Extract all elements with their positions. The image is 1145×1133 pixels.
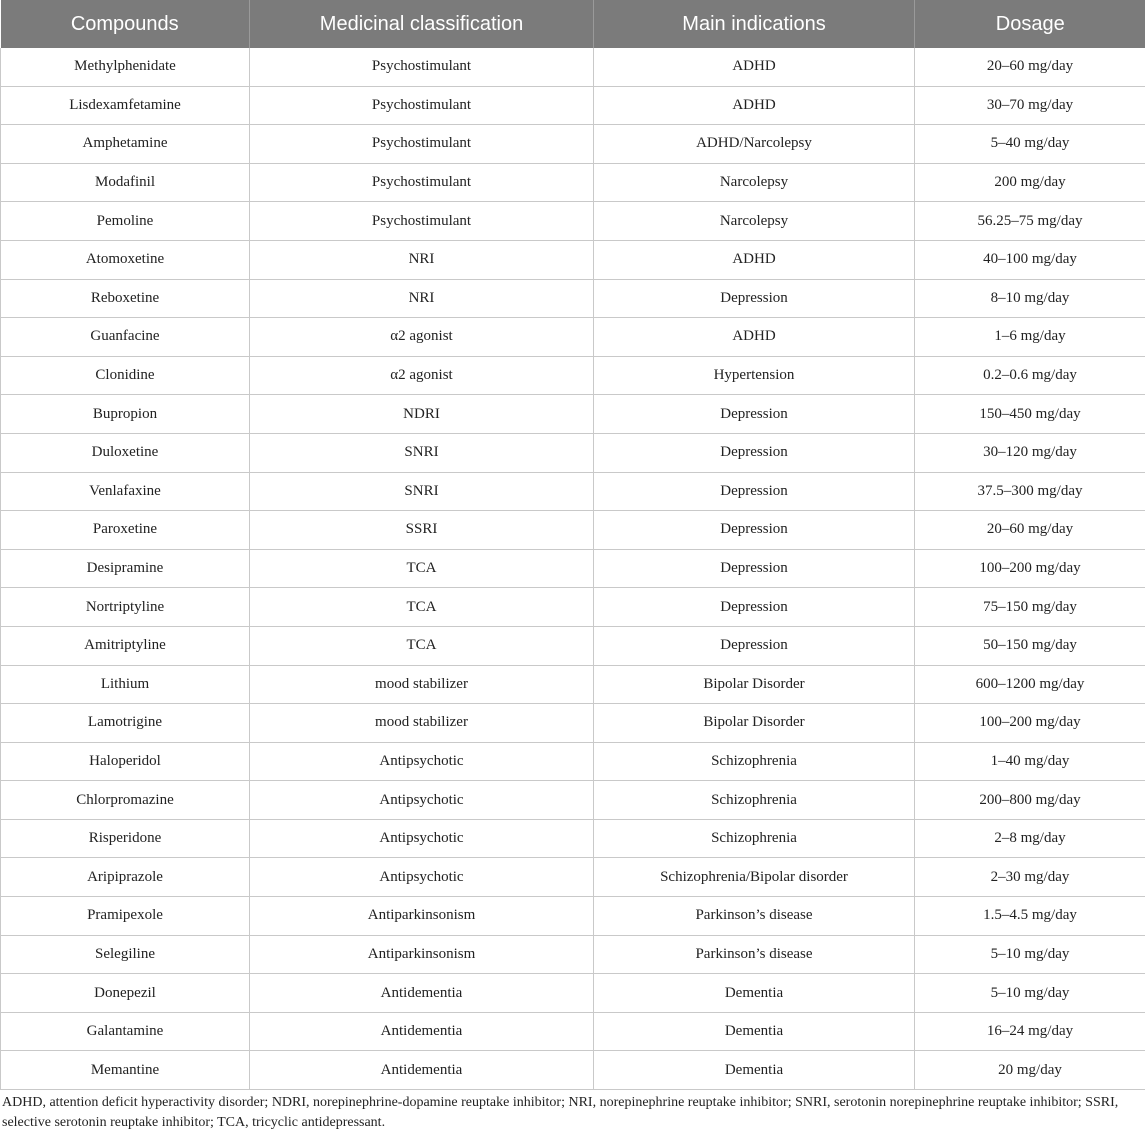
table-row [1,742,1145,781]
classification-cell: SNRI [250,472,594,511]
classification-cell: mood stabilizer [250,704,594,743]
table-row [1,125,1145,164]
table-row [1,240,1145,279]
indication-cell: Bipolar Disorder [594,704,915,743]
dosage-cell: 20 mg/day [915,1051,1145,1090]
classification-cell: NRI [250,279,594,318]
dosage-cell: 75–150 mg/day [915,588,1145,627]
table-row [1,202,1145,241]
classification-cell: SSRI [250,511,594,550]
classification-cell: Antipsychotic [250,742,594,781]
indication-cell: Depression [594,511,915,550]
compound-cell: Chlorpromazine [1,781,250,820]
table-row [1,511,1145,550]
classification-cell: Antiparkinsonism [250,897,594,936]
compound-cell: Amitriptyline [1,626,250,665]
dosage-cell: 150–450 mg/day [915,395,1145,434]
table-row [1,549,1145,588]
indication-cell: Parkinson’s disease [594,935,915,974]
compound-cell: Selegiline [1,935,250,974]
indication-cell: Depression [594,626,915,665]
classification-cell: TCA [250,588,594,627]
classification-cell: NRI [250,240,594,279]
header-row [1,0,1145,48]
indication-cell: ADHD [594,240,915,279]
compound-cell: Risperidone [1,819,250,858]
table-row [1,819,1145,858]
dosage-cell: 8–10 mg/day [915,279,1145,318]
compound-cell: Lithium [1,665,250,704]
table-row [1,356,1145,395]
table-row [1,163,1145,202]
table-row [1,318,1145,357]
compound-cell: Nortriptyline [1,588,250,627]
classification-cell: α2 agonist [250,356,594,395]
compound-cell: Guanfacine [1,318,250,357]
classification-cell: α2 agonist [250,318,594,357]
table-row [1,858,1145,897]
table-row [1,974,1145,1013]
indication-cell: ADHD [594,86,915,125]
classification-cell: Antidementia [250,1051,594,1090]
indication-cell: Narcolepsy [594,163,915,202]
classification-cell: Antipsychotic [250,819,594,858]
indication-cell: ADHD/Narcolepsy [594,125,915,164]
dosage-cell: 16–24 mg/day [915,1012,1145,1051]
indication-cell: ADHD [594,48,915,86]
table-row [1,781,1145,820]
dosage-cell: 2–8 mg/day [915,819,1145,858]
compound-cell: Venlafaxine [1,472,250,511]
indication-cell: Depression [594,472,915,511]
classification-cell: TCA [250,626,594,665]
indication-cell: Schizophrenia [594,742,915,781]
compound-cell: Reboxetine [1,279,250,318]
table-row [1,1051,1145,1090]
indication-cell: Dementia [594,974,915,1013]
compound-cell: Atomoxetine [1,240,250,279]
header-main-indications: Main indications [594,0,915,48]
dosage-cell: 100–200 mg/day [915,704,1145,743]
indication-cell: Parkinson’s disease [594,897,915,936]
compound-cell: Pramipexole [1,897,250,936]
classification-cell: NDRI [250,395,594,434]
indication-cell: Schizophrenia [594,781,915,820]
indication-cell: Dementia [594,1012,915,1051]
table-row [1,472,1145,511]
indication-cell: Depression [594,279,915,318]
dosage-cell: 2–30 mg/day [915,858,1145,897]
indication-cell: Depression [594,433,915,472]
compound-cell: Clonidine [1,356,250,395]
indication-cell: Bipolar Disorder [594,665,915,704]
dosage-cell: 20–60 mg/day [915,48,1145,86]
indication-cell: Depression [594,549,915,588]
classification-cell: Antidementia [250,974,594,1013]
table-row [1,395,1145,434]
dosage-cell: 100–200 mg/day [915,549,1145,588]
compound-cell: Bupropion [1,395,250,434]
header-compounds: Compounds [1,0,250,48]
compound-cell: Donepezil [1,974,250,1013]
header-dosage: Dosage [915,0,1145,48]
classification-cell: Antipsychotic [250,858,594,897]
compound-cell: Lisdexamfetamine [1,86,250,125]
dosage-cell: 20–60 mg/day [915,511,1145,550]
indication-cell: Schizophrenia [594,819,915,858]
table-body [1,48,1145,1090]
compound-cell: Galantamine [1,1012,250,1051]
table-row [1,86,1145,125]
dosage-cell: 200 mg/day [915,163,1145,202]
table-row [1,588,1145,627]
table-row [1,433,1145,472]
table-row [1,665,1145,704]
classification-cell: Antidementia [250,1012,594,1051]
indication-cell: Schizophrenia/Bipolar disorder [594,858,915,897]
compound-cell: Methylphenidate [1,48,250,86]
compound-cell: Aripiprazole [1,858,250,897]
indication-cell: Depression [594,395,915,434]
classification-cell: Psychostimulant [250,48,594,86]
classification-cell: mood stabilizer [250,665,594,704]
compound-cell: Paroxetine [1,511,250,550]
dosage-cell: 37.5–300 mg/day [915,472,1145,511]
indication-cell: Dementia [594,1051,915,1090]
table-row [1,626,1145,665]
compound-cell: Modafinil [1,163,250,202]
table-row [1,704,1145,743]
dosage-cell: 50–150 mg/day [915,626,1145,665]
indication-cell: Narcolepsy [594,202,915,241]
table-header [1,0,1145,48]
dosage-cell: 30–70 mg/day [915,86,1145,125]
dosage-cell: 56.25–75 mg/day [915,202,1145,241]
dosage-cell: 200–800 mg/day [915,781,1145,820]
classification-cell: Psychostimulant [250,163,594,202]
classification-cell: SNRI [250,433,594,472]
indication-cell: Hypertension [594,356,915,395]
classification-cell: TCA [250,549,594,588]
table-row [1,1012,1145,1051]
compound-cell: Haloperidol [1,742,250,781]
dosage-cell: 1.5–4.5 mg/day [915,897,1145,936]
header-medicinal-classification: Medicinal classification [250,0,594,48]
compound-cell: Desipramine [1,549,250,588]
table-row [1,897,1145,936]
table-row [1,48,1145,86]
classification-cell: Psychostimulant [250,125,594,164]
dosage-cell: 1–40 mg/day [915,742,1145,781]
dosage-cell: 600–1200 mg/day [915,665,1145,704]
dosage-cell: 30–120 mg/day [915,433,1145,472]
classification-cell: Psychostimulant [250,86,594,125]
dosage-cell: 40–100 mg/day [915,240,1145,279]
indication-cell: Depression [594,588,915,627]
indication-cell: ADHD [594,318,915,357]
compound-cell: Memantine [1,1051,250,1090]
table-row [1,935,1145,974]
table-row [1,279,1145,318]
dosage-cell: 5–40 mg/day [915,125,1145,164]
table-footnote: ADHD, attention deficit hyperactivity disorder; NDRI, norepinephrine-dopamine reuptake inhibitor; NRI, norepinephrine reuptake inhibitor; SNRI, serotonin norepinephrine reuptake inhibitor; SSRI, selective serotonin reuptake inhibitor; TCA, tricyclic antidepressant. [2,1095,1119,1130]
dosage-cell: 0.2–0.6 mg/day [915,356,1145,395]
compound-cell: Amphetamine [1,125,250,164]
classification-cell: Antipsychotic [250,781,594,820]
dosage-cell: 1–6 mg/day [915,318,1145,357]
dosage-cell: 5–10 mg/day [915,935,1145,974]
compound-cell: Pemoline [1,202,250,241]
classification-cell: Antiparkinsonism [250,935,594,974]
dosage-cell: 5–10 mg/day [915,974,1145,1013]
compound-cell: Duloxetine [1,433,250,472]
compound-cell: Lamotrigine [1,704,250,743]
classification-cell: Psychostimulant [250,202,594,241]
